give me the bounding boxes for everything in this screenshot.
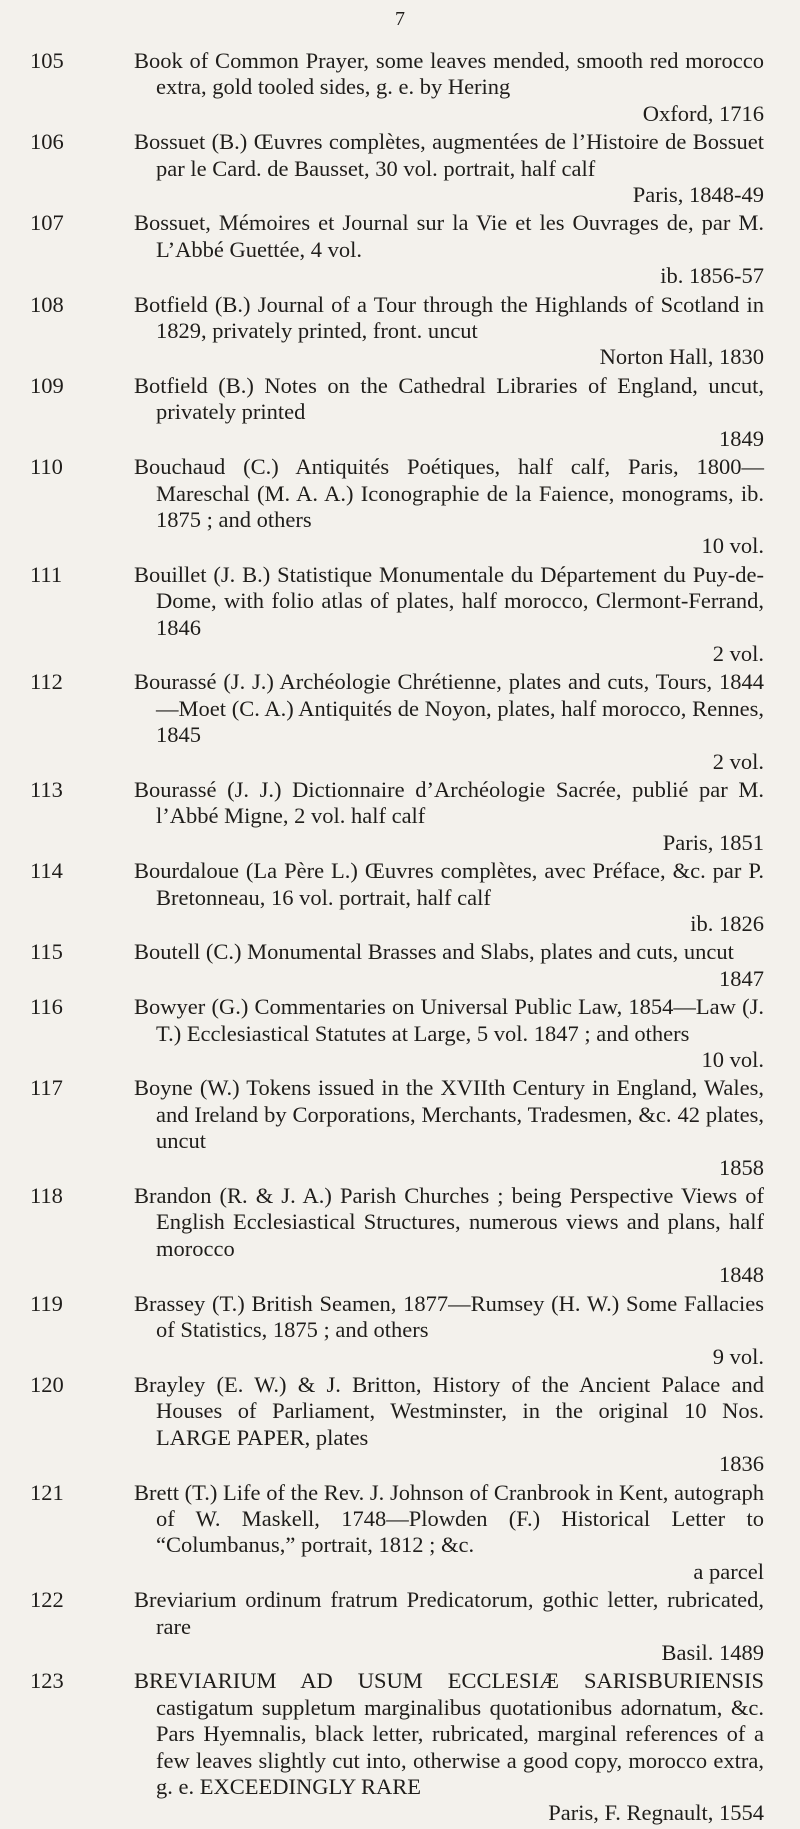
lot-number: 121 xyxy=(30,1479,64,1505)
lot-number: 105 xyxy=(30,48,64,73)
entry-description xyxy=(134,1372,764,1478)
entry-text: BREVIARIUM AD USUM ECCLESIÆ SARISBURIENSIS castigatum suppletum marginalibus quotationibus adornatum, &c. Pars Hyemnalis, black letter, rubricated, marginal references of a few leaves slightly cut into, otherwise a good copy, morocco extra, g. e. EXCEEDINGLY RARE xyxy=(134,1668,764,1799)
imprint: 1858 xyxy=(719,1154,764,1180)
entry-text: Botfield (B.) Notes on the Cathedral Libraries of England, uncut, privately printed xyxy=(134,372,764,425)
entry-text: Bouillet (J. B.) Statistique Monumentale du Département du Puy-de-Dome, with folio atlas of plates, half morocco, Clermont-Ferrand, 1846 xyxy=(134,561,764,640)
lot-number: 120 xyxy=(30,1371,64,1397)
entry-description xyxy=(134,994,764,1073)
imprint: Paris, 1851 xyxy=(662,829,764,855)
lot-number: 109 xyxy=(30,372,64,398)
lot-number: 119 xyxy=(30,1290,63,1316)
entry-text: Bowyer (G.) Commentaries on Universal Public Law, 1854—Law (J. T.) Ecclesiastical Statutes at Large, 5 vol. 1847 ; and others xyxy=(134,994,764,1046)
lot-number: 115 xyxy=(30,939,63,965)
entry-description xyxy=(134,1291,764,1370)
page-number: 7 xyxy=(395,8,405,30)
entry-description xyxy=(134,292,764,371)
imprint: 1847 xyxy=(719,965,764,991)
lot-number: 114 xyxy=(30,858,63,884)
catalog-entry xyxy=(0,292,800,371)
entry-description xyxy=(134,777,764,856)
entry-description xyxy=(134,939,764,992)
catalog-entry xyxy=(0,210,800,289)
imprint: Norton Hall, 1830 xyxy=(599,344,764,370)
catalog-entry xyxy=(0,669,800,775)
imprint: 1849 xyxy=(719,425,764,451)
imprint: 1836 xyxy=(719,1451,764,1477)
imprint: Basil. 1489 xyxy=(661,1639,764,1665)
entry-description xyxy=(134,210,764,289)
lot-number: 106 xyxy=(30,129,64,155)
catalog-entry xyxy=(0,373,800,452)
imprint: a parcel xyxy=(693,1558,764,1584)
lot-number: 111 xyxy=(30,561,63,587)
catalog-entry xyxy=(0,129,800,208)
lot-number: 123 xyxy=(30,1668,64,1694)
entry-description xyxy=(134,129,764,208)
catalog-entry xyxy=(0,858,800,937)
lot-number: 113 xyxy=(30,776,63,802)
catalog-entry xyxy=(0,562,800,668)
entry-text: Book of Common Prayer, some leaves mended, smooth red morocco extra, gold tooled sides, g. e. by Hering xyxy=(134,48,764,100)
entry-text: Brayley (E. W.) & J. Britton, History of the Ancient Palace and Houses of Parliament, Westminster, in the original 10 Nos. LARGE PAPER, plates xyxy=(134,1371,764,1450)
entry-text: Bourdaloue (La Père L.) Œuvres complètes, avec Préface, &c. par P. Bretonneau, 16 vol. portrait, half calf xyxy=(134,858,764,910)
entry-description xyxy=(134,48,764,127)
lot-number: 122 xyxy=(30,1587,64,1613)
catalog-entry xyxy=(0,1291,800,1370)
imprint: Oxford, 1716 xyxy=(642,100,764,126)
imprint: 9 vol. xyxy=(712,1343,764,1369)
catalog-entry xyxy=(0,994,800,1073)
entry-description xyxy=(134,1480,764,1586)
entry-description xyxy=(134,1668,764,1826)
catalog-list xyxy=(0,48,800,1829)
catalog-entry xyxy=(0,1668,800,1826)
imprint: ib. 1856-57 xyxy=(660,263,764,289)
entry-text: Boyne (W.) Tokens issued in the XVIIth Century in England, Wales, and Ireland by Corporations, Merchants, Tradesmen, &c. 42 plates, uncut xyxy=(134,1075,764,1154)
entry-text: Brandon (R. & J. A.) Parish Churches ; being Perspective Views of English Ecclesiastical Structures, numerous views and plans, half morocco xyxy=(134,1183,764,1261)
entry-text: Brett (T.) Life of the Rev. J. Johnson of Cranbrook in Kent, autograph of W. Maskell, 1748—Plowden (F.) Historical Letter to “Columbanus,” portrait, 1812 ; &c. xyxy=(134,1479,764,1558)
entry-text: Botfield (B.) Journal of a Tour through the Highlands of Scotland in 1829, privately printed, front. uncut xyxy=(134,291,764,344)
imprint: 10 vol. xyxy=(701,533,764,559)
lot-number: 107 xyxy=(30,210,64,236)
lot-number: 110 xyxy=(30,454,63,480)
entry-text: Brassey (T.) British Seamen, 1877—Rumsey (H. W.) Some Fallacies of Statistics, 1875 ; and others xyxy=(134,1290,764,1343)
catalog-entry xyxy=(0,454,800,560)
entry-text: Bourassé (J. J.) Dictionnaire d’Archéologie Sacrée, publié par M. l’Abbé Migne, 2 vol. half calf xyxy=(134,776,764,829)
entry-description xyxy=(134,373,764,452)
entry-description xyxy=(134,858,764,937)
entry-description xyxy=(134,1075,764,1181)
lot-number: 117 xyxy=(30,1075,63,1101)
entry-text: Bossuet (B.) Œuvres complètes, augmentées de l’Histoire de Bossuet par le Card. de Bausset, 30 vol. portrait, half calf xyxy=(134,129,764,181)
catalog-entry xyxy=(0,1372,800,1478)
entry-text: Boutell (C.) Monumental Brasses and Slabs, plates and cuts, uncut xyxy=(134,939,734,965)
entry-text: Bourassé (J. J.) Archéologie Chrétienne, plates and cuts, Tours, 1844—Moet (C. A.) Antiquités de Noyon, plates, half morocco, Rennes, 1845 xyxy=(134,669,764,748)
catalog-entry xyxy=(0,1587,800,1666)
entry-description xyxy=(134,1183,764,1289)
catalog-entry xyxy=(0,1183,800,1289)
lot-number: 116 xyxy=(30,994,63,1020)
imprint: 2 vol. xyxy=(712,748,764,774)
entry-description xyxy=(134,454,764,560)
imprint: Paris, 1848-49 xyxy=(632,182,764,208)
catalog-entry xyxy=(0,48,800,127)
imprint: 2 vol. xyxy=(712,640,764,666)
catalog-entry xyxy=(0,1075,800,1181)
lot-number: 112 xyxy=(30,669,63,695)
entry-description xyxy=(134,669,764,775)
entry-description xyxy=(134,562,764,668)
entry-description xyxy=(134,1587,764,1666)
catalog-entry xyxy=(0,1480,800,1586)
lot-number: 108 xyxy=(30,291,64,317)
entry-text: Bossuet, Mémoires et Journal sur la Vie et les Ouvrages de, par M. L’Abbé Guettée, 4 vol. xyxy=(134,210,764,262)
imprint: ib. 1826 xyxy=(690,911,764,936)
entry-text: Breviarium ordinum fratrum Predicatorum, gothic letter, rubricated, rare xyxy=(134,1587,764,1639)
imprint: 10 vol. xyxy=(701,1047,764,1073)
imprint: 1848 xyxy=(719,1262,764,1288)
catalog-entry xyxy=(0,939,800,992)
lot-number: 118 xyxy=(30,1183,63,1209)
entry-text: Bouchaud (C.) Antiquités Poétiques, half calf, Paris, 1800—Mareschal (M. A. A.) Iconographie de la Faience, monograms, ib. 1875 ; and others xyxy=(134,454,764,532)
imprint: Paris, F. Regnault, 1554 xyxy=(548,1800,764,1826)
catalog-entry xyxy=(0,777,800,856)
